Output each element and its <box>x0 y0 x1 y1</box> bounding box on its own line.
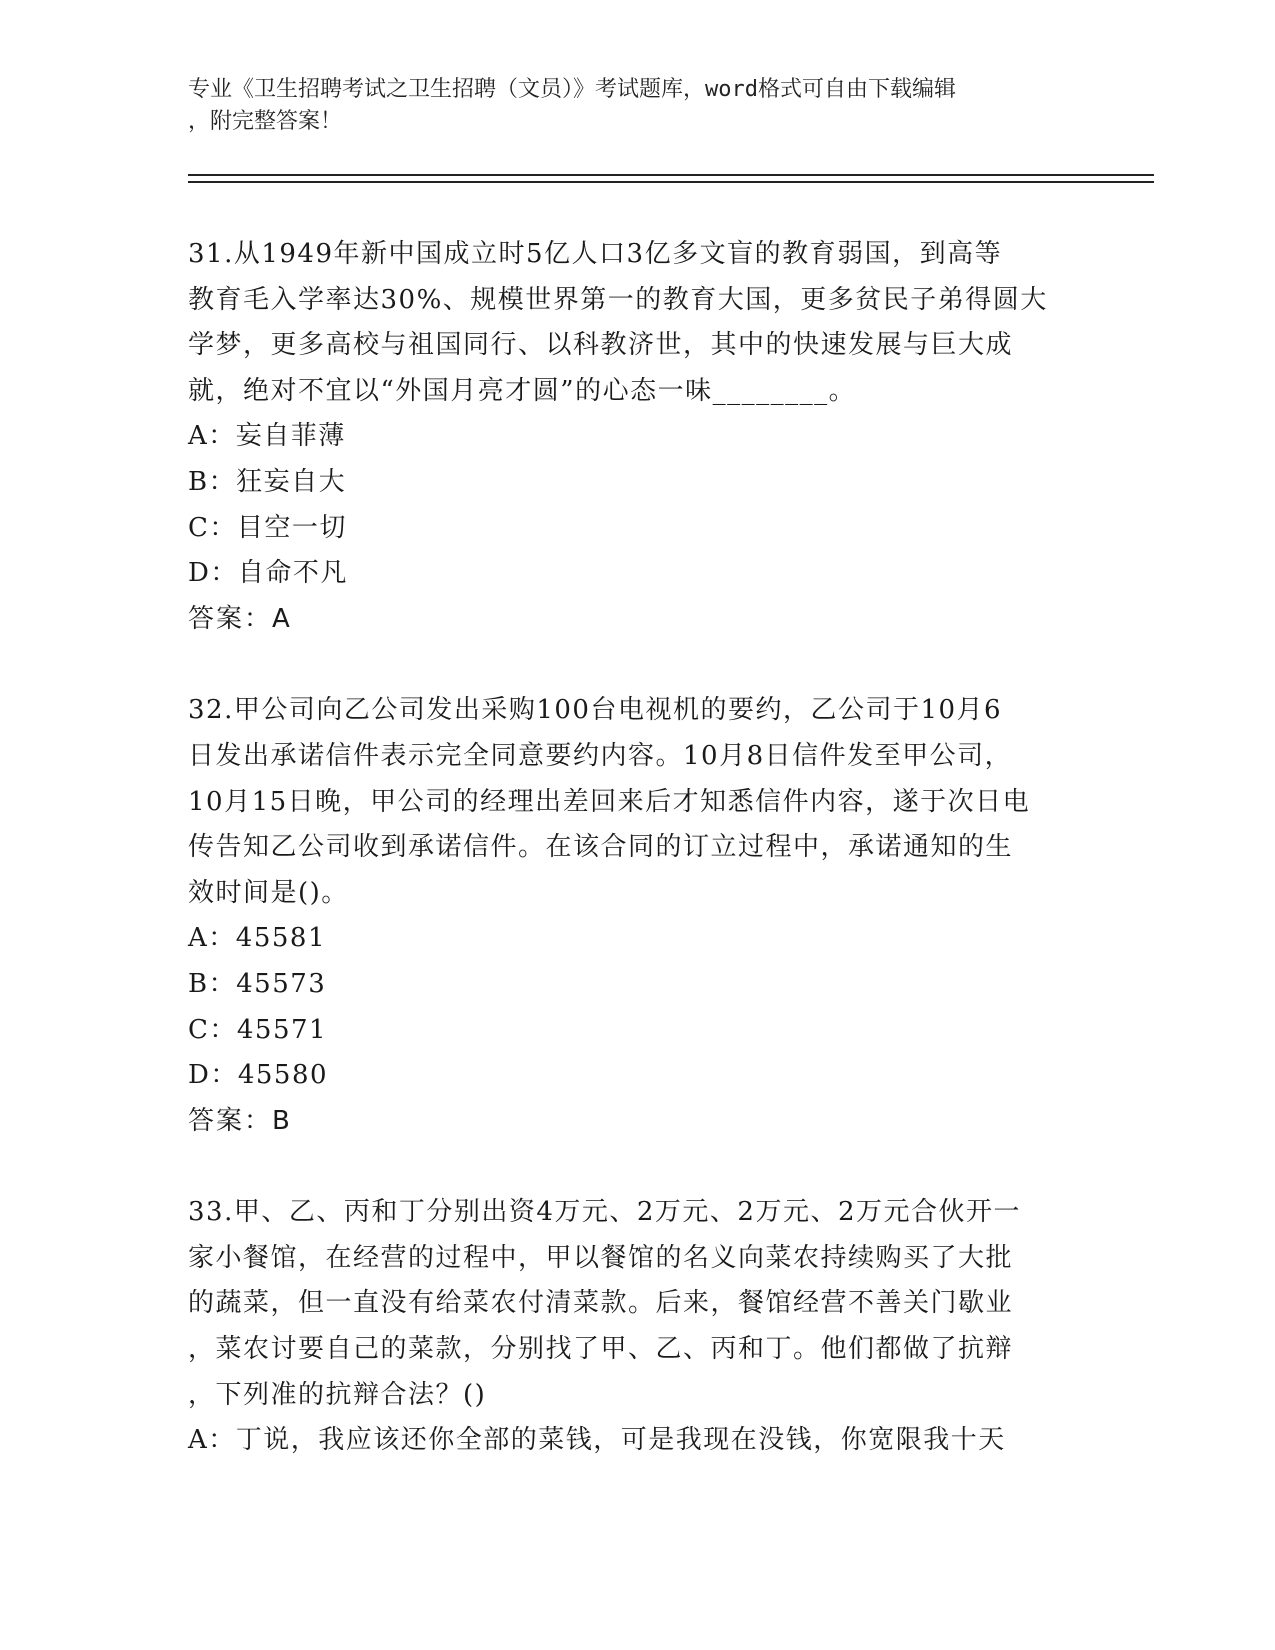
question-31 <box>188 232 1088 642</box>
header-line-2: ，附完整答案！ <box>188 109 343 134</box>
question-text-line: 32.甲公司向乙公司发出采购100台电视机的要约，乙公司于10月6 <box>188 695 1003 726</box>
option-c: C：45571 <box>188 1014 328 1045</box>
question-text-line: ，下列准的抗辩合法？() <box>188 1379 487 1410</box>
question-text-line: 家小餐馆，在经营的过程中，甲以餐馆的名义向菜农持续购买了大批 <box>188 1242 1014 1273</box>
header-divider-top <box>188 174 1154 176</box>
option-a: A：妄自菲薄 <box>188 421 346 452</box>
question-list <box>188 232 1088 1510</box>
option-a: A：45581 <box>188 923 326 954</box>
answer-label: 答案：B <box>188 1105 292 1136</box>
question-text-line: 教育毛入学率达30%、规模世界第一的教育大国，更多贫民子弟得圆大 <box>188 284 1048 315</box>
question-32 <box>188 688 1088 1144</box>
option-b: B：45573 <box>188 968 327 999</box>
option-d: D：45580 <box>188 1060 329 1091</box>
question-text-line: 学梦，更多高校与祖国同行、以科教济世，其中的快速发展与巨大成 <box>188 330 1014 361</box>
question-text-line: 31.从1949年新中国成立时5亿人口3亿多文盲的教育弱国，到高等 <box>188 239 1003 269</box>
header-line-1: 专业《卫生招聘考试之卫生招聘（文员）》考试题库，word格式可自由下载编辑 <box>188 77 956 102</box>
question-text-line: 10月15日晚，甲公司的经理出差回来后才知悉信件内容，遂于次日电 <box>188 786 1031 817</box>
question-text-line: 传告知乙公司收到承诺信件。在该合同的订立过程中，承诺通知的生 <box>188 832 1014 863</box>
option-c: C：目空一切 <box>188 512 347 543</box>
question-text-line: 的蔬菜，但一直没有给菜农付清菜款。后来，餐馆经营不善关门歇业 <box>188 1288 1014 1319</box>
option-b: B：狂妄自大 <box>188 466 347 497</box>
header-divider-bottom <box>188 181 1154 183</box>
question-text-line: 效时间是()。 <box>188 877 349 908</box>
question-text-line: ，菜农讨要自己的菜款，分别找了甲、乙、丙和丁。他们都做了抗辩 <box>188 1334 1014 1365</box>
option-a: A：丁说，我应该还你全部的菜钱，可是我现在没钱，你宽限我十天 <box>188 1425 1006 1456</box>
question-text-line: 日发出承诺信件表示完全同意要约内容。10月8日信件发至甲公司， <box>188 740 1013 771</box>
answer-label: 答案：A <box>188 603 292 634</box>
question-33 <box>188 1190 1088 1464</box>
option-d: D：自命不凡 <box>188 558 348 589</box>
question-text-line: 就，绝对不宜以“外国月亮才圆”的心态一味________。 <box>188 375 857 406</box>
question-text-line: 33.甲、乙、丙和丁分别出资4万元、2万元、2万元、2万元合伙开一 <box>188 1197 1022 1228</box>
document-header <box>188 74 1068 138</box>
